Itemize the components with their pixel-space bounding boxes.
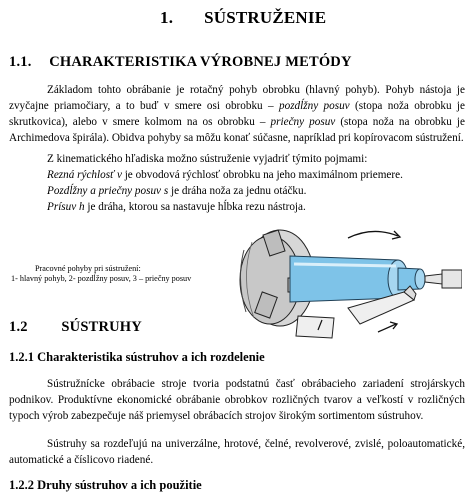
term-label: Pozdĺžny a priečny posuv s xyxy=(47,185,169,197)
chapter-number: 1. xyxy=(160,8,174,27)
section-1-1-heading xyxy=(9,54,352,71)
lathe-figure-svg xyxy=(228,220,462,342)
term-description: je dráha noža za jednu otáčku. xyxy=(168,185,307,197)
section-title: CHARAKTERISTIKA VÝROBNEJ METÓDY xyxy=(49,54,352,70)
section-1-1-paragraph: Základom tohto obrábanie je rotačný pohyb obrobku (hlavný pohyb). Pohyb nástoja je zvyčajne priamočiary, a to buď v smere osi obrobku – pozdĺžny posuv (stopa noža obrobku je skrutkovica), alebo v smere kolmom na os obrobku – priečny posuv (stopa noža na obrobku je Archimedova špirála). Obidva pohyby sa môžu konať súčasne, napríklad pri kopírovacom sústružení. xyxy=(9,84,465,144)
subsection-1-2-1-paragraph: Sústružnícke obrábacie stroje tvoria podstatnú časť obrábacieho zariadení strojárskych podnikov. Produktívne ekonomické obrábanie obrobkov rozličných tvarov a veľkostí v rozličných typoch výrob zabezpečuje náš priemysel obrábacích strojov širokým sortimentom sústruhov. xyxy=(9,378,465,422)
section-number: 1.1. xyxy=(9,54,32,70)
term-depth-of-cut xyxy=(47,199,306,215)
term-cutting-speed xyxy=(47,167,403,183)
lathe-types-paragraph: Sústruhy sa rozdeľujú na univerzálne, hrotové, čelné, revolverové, zvislé, poloautomatické, automatické a číslicovo riadené. xyxy=(9,438,465,466)
figure-caption-title: Pracovné pohyby pri sústružení: xyxy=(35,264,141,273)
subsection-1-2-2-heading: 1.2.2 Druhy sústruhov a ich použitie xyxy=(9,478,202,492)
term-description: je dráha, ktorou sa nastavuje hĺbka rezu nástroja. xyxy=(84,201,306,213)
section-title: SÚSTRUHY xyxy=(61,319,142,335)
term-label: Rezná rýchlosť v xyxy=(47,169,122,181)
term-feed xyxy=(47,183,306,199)
chapter-title: SÚSTRUŽENIE xyxy=(204,8,327,27)
lathe-turning-illustration xyxy=(228,220,462,342)
kinematic-intro: Z kinematického hľadiska možno sústruženie vyjadriť týmito pojmami: xyxy=(47,153,368,165)
chapter-heading xyxy=(160,8,326,28)
subsection-1-2-1-heading: 1.2.1 Charakteristika sústruhov a ich rozdelenie xyxy=(9,350,265,364)
section-1-2-heading xyxy=(9,319,142,336)
section-number: 1.2 xyxy=(9,319,28,335)
term-description: je obvodová rýchlosť obrobku na jeho maximálnom priemere. xyxy=(121,169,403,181)
figure-caption-legend: 1- hlavný pohyb, 2- pozdĺžny posuv, 3 – priečny posuv xyxy=(11,274,192,283)
term-label: Prísuv h xyxy=(47,201,85,213)
